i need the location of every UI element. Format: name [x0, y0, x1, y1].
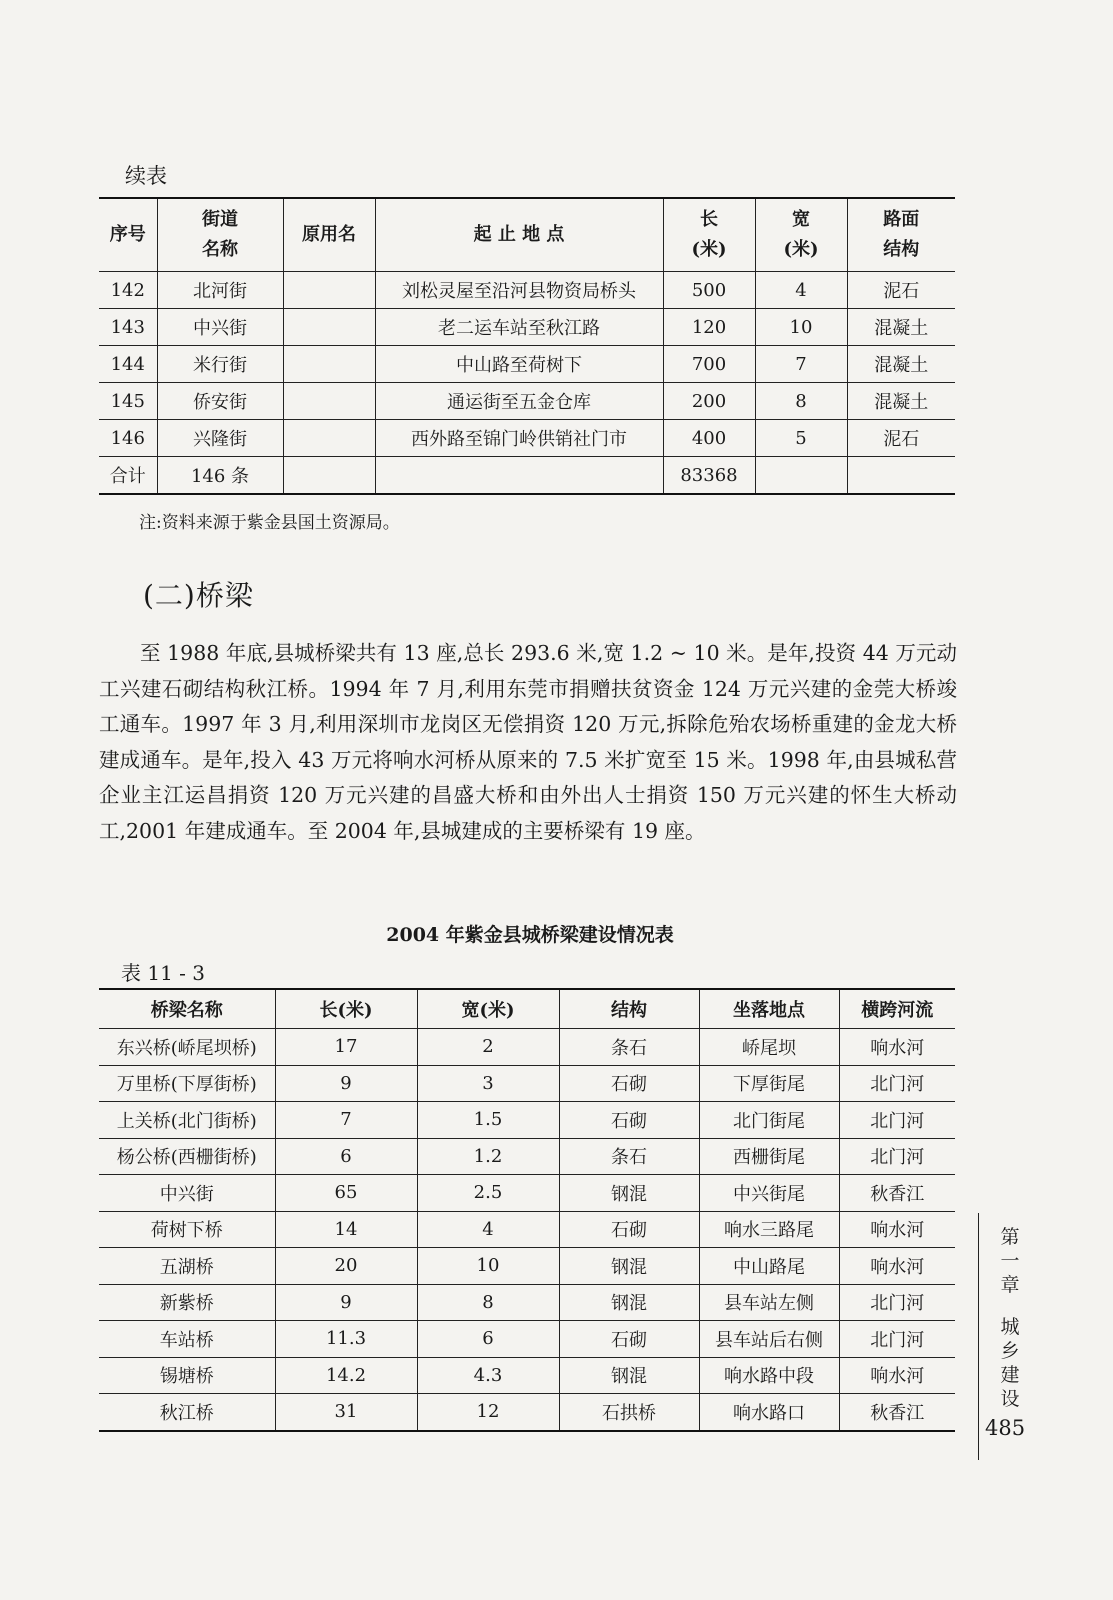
source-note: 注:资料来源于紫金县国土资源局。: [139, 513, 400, 533]
table-cell: 1.2: [417, 1138, 559, 1175]
body-text: [99, 636, 957, 849]
table-cell: 条石: [559, 1029, 699, 1066]
header-cell: 序号: [99, 198, 157, 272]
table-cell: 144: [99, 346, 157, 383]
table-cell: 83368: [663, 457, 755, 495]
table-row: [99, 1394, 955, 1431]
table-cell: 秋香江: [839, 1394, 955, 1431]
table-label: 表 11 - 3: [121, 961, 206, 985]
table-cell: [283, 383, 375, 420]
table-cell: 石砌: [559, 1065, 699, 1102]
margin-rule: [978, 1213, 979, 1460]
table-cell: 10: [417, 1248, 559, 1285]
table-cell: 西栅街尾: [699, 1138, 839, 1175]
table-cell: 泥石: [847, 420, 955, 457]
table-cell: 17: [275, 1029, 417, 1066]
table-cell: 14.2: [275, 1357, 417, 1394]
table-cell: 响水河: [839, 1211, 955, 1248]
table-cell: 中兴街: [157, 309, 283, 346]
table-cell: 合计: [99, 457, 157, 495]
table-cell: 上关桥(北门街桥): [99, 1102, 275, 1139]
table-cell: 中兴街尾: [699, 1175, 839, 1212]
chapter-char: 章: [1000, 1274, 1020, 1296]
chapter-char: 一: [1000, 1250, 1020, 1272]
table-row: [99, 272, 955, 309]
table-cell: 400: [663, 420, 755, 457]
table-row: [99, 1284, 955, 1321]
table-row: [99, 1065, 955, 1102]
table-cell: 9: [275, 1065, 417, 1102]
table-cell: 北门河: [839, 1102, 955, 1139]
table-cell: 钢混: [559, 1357, 699, 1394]
table-cell: 米行街: [157, 346, 283, 383]
table-cell: 2: [417, 1029, 559, 1066]
table-cell: 中兴街: [99, 1175, 275, 1212]
table-row: [99, 1138, 955, 1175]
header-cell: 长 (米): [663, 198, 755, 272]
table-cell: [283, 309, 375, 346]
table-cell: 6: [275, 1138, 417, 1175]
table-cell: 兴隆街: [157, 420, 283, 457]
table-cell: 200: [663, 383, 755, 420]
table-cell: 143: [99, 309, 157, 346]
header-cell: 原用名: [283, 198, 375, 272]
header-cell: 结构: [559, 989, 699, 1029]
table-cell: 响水三路尾: [699, 1211, 839, 1248]
table-row: [99, 1211, 955, 1248]
table-cell: 老二运车站至秋江路: [375, 309, 663, 346]
table-cell: [375, 457, 663, 495]
chapter-char: [998, 1297, 1022, 1315]
table-cell: 通运街至五金仓库: [375, 383, 663, 420]
table-cell: 石砌: [559, 1102, 699, 1139]
table-cell: 混凝土: [847, 309, 955, 346]
table-cell: 中山路至荷树下: [375, 346, 663, 383]
table-cell: 刘松灵屋至沿河县物资局桥头: [375, 272, 663, 309]
table-cell: 700: [663, 346, 755, 383]
table-cell: 1.5: [417, 1102, 559, 1139]
table-cell: 5: [755, 420, 847, 457]
table-cell: 县车站后右侧: [699, 1321, 839, 1358]
table-cell: 4: [755, 272, 847, 309]
chapter-char: 建: [1000, 1364, 1020, 1386]
header-cell: 宽(米): [417, 989, 559, 1029]
continued-label: 续表: [125, 164, 167, 188]
table-cell: 9: [275, 1284, 417, 1321]
header-cell: 街道 名称: [157, 198, 283, 272]
table-cell: 下厚街尾: [699, 1065, 839, 1102]
table-cell: 锡塘桥: [99, 1357, 275, 1394]
table-cell: [847, 457, 955, 495]
table-row: [99, 309, 955, 346]
table-cell: 北河街: [157, 272, 283, 309]
table-title: 2004 年紫金县城桥梁建设情况表: [386, 924, 674, 946]
table-cell: [283, 457, 375, 495]
paragraph: 至 1988 年底,县城桥梁共有 13 座,总长 293.6 米,宽 1.2 ~ 10 米。是年,投资 44 万元动工兴建石砌结构秋江桥。1994 年 7 月,利用东莞市捐赠扶贫资金 124 万元兴建的金莞大桥竣工通车。1997 年 3 月,利用深圳市龙岗区无偿捐资 120 万元,拆除危殆农场桥重建的金龙大桥建成通车。是年,投入 43 万元将响水河桥从原来的 7.5 米扩宽至 15 米。1998 年,由县城私营企业主江运昌捐资 120 万元兴建的昌盛大桥和由外出人士捐资 150 万元兴建的怀生大桥动工,2001 年建成通车。至 2004 年,县城建成的主要桥梁有 19 座。: [99, 641, 957, 843]
header-cell: 路面 结构: [847, 198, 955, 272]
table-cell: 8: [417, 1284, 559, 1321]
table-cell: 五湖桥: [99, 1248, 275, 1285]
header-cell: 长(米): [275, 989, 417, 1029]
table-cell: [283, 272, 375, 309]
table-cell: 142: [99, 272, 157, 309]
table-cell: 20: [275, 1248, 417, 1285]
table-cell: 11.3: [275, 1321, 417, 1358]
table-cell: 3: [417, 1065, 559, 1102]
table-cell: 峤尾坝: [699, 1029, 839, 1066]
bridge-table: [99, 988, 955, 1432]
table-cell: 120: [663, 309, 755, 346]
table-cell: 北门河: [839, 1321, 955, 1358]
table-cell: 7: [275, 1102, 417, 1139]
table-cell: 车站桥: [99, 1321, 275, 1358]
table-row: [99, 1357, 955, 1394]
table-cell: 万里桥(下厚街桥): [99, 1065, 275, 1102]
table-cell: 西外路至锦门岭供销社门市: [375, 420, 663, 457]
table-cell: 钢混: [559, 1248, 699, 1285]
table-cell: 钢混: [559, 1175, 699, 1212]
table-cell: 北门河: [839, 1284, 955, 1321]
chapter-label: [998, 1225, 1022, 1411]
table-cell: 响水河: [839, 1029, 955, 1066]
table-row: [99, 1029, 955, 1066]
table-cell: 65: [275, 1175, 417, 1212]
table-cell: 混凝土: [847, 383, 955, 420]
table-cell: 东兴桥(峤尾坝桥): [99, 1029, 275, 1066]
chapter-char: 乡: [1000, 1340, 1020, 1362]
table-cell: 新紫桥: [99, 1284, 275, 1321]
table-row: [99, 420, 955, 457]
chapter-char: 第: [1000, 1226, 1020, 1248]
table-cell: 146 条: [157, 457, 283, 495]
table-cell: 响水河: [839, 1248, 955, 1285]
table-cell: 7: [755, 346, 847, 383]
table-cell: 响水路中段: [699, 1357, 839, 1394]
table-cell: 响水河: [839, 1357, 955, 1394]
chapter-char: 城: [1000, 1316, 1020, 1338]
page-number: 485: [985, 1416, 1026, 1440]
table-cell: 石砌: [559, 1321, 699, 1358]
table-cell: 10: [755, 309, 847, 346]
table-row: [99, 1248, 955, 1285]
table-row: [99, 1321, 955, 1358]
table-cell: 4.3: [417, 1357, 559, 1394]
table-cell: 北门河: [839, 1138, 955, 1175]
table-row: [99, 1102, 955, 1139]
table-cell: 泥石: [847, 272, 955, 309]
table-cell: 4: [417, 1211, 559, 1248]
table-cell: 杨公桥(西栅街桥): [99, 1138, 275, 1175]
table-cell: [283, 420, 375, 457]
table-cell: 条石: [559, 1138, 699, 1175]
table-cell: 8: [755, 383, 847, 420]
table-cell: 中山路尾: [699, 1248, 839, 1285]
table-cell: 500: [663, 272, 755, 309]
table-cell: 145: [99, 383, 157, 420]
table-cell: 6: [417, 1321, 559, 1358]
table-cell: 石拱桥: [559, 1394, 699, 1431]
table-cell: 钢混: [559, 1284, 699, 1321]
header-cell: 宽 (米): [755, 198, 847, 272]
table-cell: [755, 457, 847, 495]
table-cell: 2.5: [417, 1175, 559, 1212]
table-cell: 北门街尾: [699, 1102, 839, 1139]
table-cell: 侨安街: [157, 383, 283, 420]
table-cell: 31: [275, 1394, 417, 1431]
table-cell: 北门河: [839, 1065, 955, 1102]
table-cell: [283, 346, 375, 383]
header-cell: 起 止 地 点: [375, 198, 663, 272]
table-row: [99, 383, 955, 420]
table-cell: 秋江桥: [99, 1394, 275, 1431]
table-cell: 14: [275, 1211, 417, 1248]
street-table: [99, 197, 955, 495]
street-table-header-row: [99, 198, 955, 272]
header-cell: 桥梁名称: [99, 989, 275, 1029]
header-cell: 横跨河流: [839, 989, 955, 1029]
table-cell: 混凝土: [847, 346, 955, 383]
table-cell: 荷树下桥: [99, 1211, 275, 1248]
section-heading: (二)桥梁: [143, 579, 254, 612]
bridge-table-header-row: [99, 989, 955, 1029]
table-cell: 146: [99, 420, 157, 457]
table-cell: 石砌: [559, 1211, 699, 1248]
table-row: [99, 457, 955, 495]
table-cell: 县车站左侧: [699, 1284, 839, 1321]
chapter-char: 设: [1000, 1388, 1020, 1410]
header-cell: 坐落地点: [699, 989, 839, 1029]
table-cell: 秋香江: [839, 1175, 955, 1212]
table-row: [99, 1175, 955, 1212]
table-cell: 响水路口: [699, 1394, 839, 1431]
table-row: [99, 346, 955, 383]
table-cell: 12: [417, 1394, 559, 1431]
